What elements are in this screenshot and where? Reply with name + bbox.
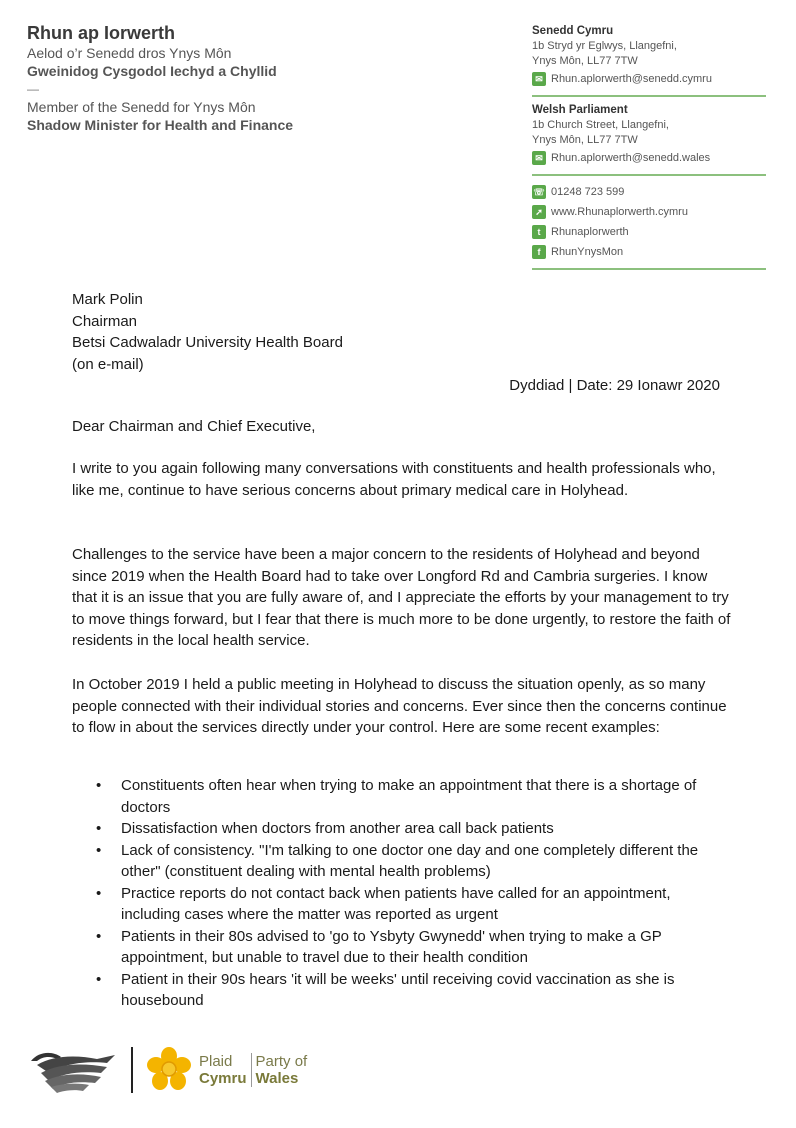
phone-icon: ☏ — [532, 185, 546, 199]
recipient-name: Mark Polin — [72, 291, 143, 308]
contact-block — [532, 24, 766, 276]
phone-row[interactable] — [532, 182, 766, 202]
en-email-row[interactable] — [532, 148, 766, 168]
cymru-word: Cymru — [199, 1070, 247, 1087]
paragraph: In October 2019 I held a public meeting in Holyhead to discuss the situation openly, as so many people connected with their individual stories and concerns. Ever since then the concerns continue to flow in about the services directly under your control. Here are some recent examples: — [72, 676, 727, 736]
twitter-icon: t — [532, 225, 546, 239]
twitter-row[interactable] — [532, 222, 766, 242]
english-title: Shadow Minister for Health and Finance — [27, 117, 294, 133]
wordmark-separator — [251, 1053, 252, 1087]
divider — [532, 174, 766, 176]
cy-email-row[interactable] — [532, 69, 766, 89]
wales-word: Wales — [255, 1070, 299, 1087]
paragraph: Challenges to the service have been a major concern to the residents of Holyhead and beyond since 2019 when the Health Board had to take over Longford Rd and Cambria surgeries. I know that it is an issue that you are fully aware of, and I appreciate the efforts by your management to try to move things forward, but I fear that there is much more to be done urgently, to restore the faith of residents in the local health service. — [72, 546, 731, 649]
list-item: • Patients in their 80s advised to 'go to Ysbyty Gwynedd' when trying to make a GP appointment, but unable to travel due to their health condition — [72, 926, 732, 969]
web-row[interactable] — [532, 202, 766, 222]
welsh-role: Aelod o’r Senedd dros Ynys Môn — [27, 45, 232, 61]
poppy-icon — [145, 1046, 193, 1094]
facebook-handle[interactable]: RhunYnysMon — [551, 246, 624, 258]
concerns-list — [72, 775, 732, 1012]
welsh-title: Gweinidog Cysgodol Iechyd a Chyllid — [27, 63, 277, 79]
cy-address-line2: Ynys Môn, LL77 7TW — [532, 55, 638, 67]
list-item: • Dissatisfaction when doctors from another area call back patients — [72, 818, 732, 840]
en-address-line1: 1b Church Street, Llangefni, — [532, 119, 669, 131]
cursor-icon: ➚ — [532, 205, 546, 219]
recipient-note: (on e-mail) — [72, 355, 144, 373]
en-org: Welsh Parliament — [532, 104, 628, 116]
header-dash: — — [27, 82, 39, 96]
recipient-title: Chairman — [72, 312, 138, 330]
list-item: • Practice reports do not contact back when patients have called for an appointment, including cases where the matter was reported as urgent — [72, 883, 732, 926]
sender-name: Rhun ap Iorwerth — [27, 23, 175, 43]
salutation: Dear Chairman and Chief Executive, — [72, 418, 316, 435]
paragraph: I write to you again following many conversations with constituents and health professionals who, like me, continue to have serious concerns about primary medical care in Holyhead. — [72, 460, 716, 499]
divider — [532, 95, 766, 97]
recipient-org: Betsi Cadwaladr University Health Board — [72, 334, 343, 351]
letterhead-sender — [27, 22, 293, 134]
plaid-word: Plaid — [199, 1053, 233, 1070]
divider — [532, 268, 766, 270]
twitter-handle[interactable]: Rhunaplorwerth — [551, 226, 629, 238]
website-link[interactable]: www.Rhunaplorwerth.cymru — [551, 206, 688, 218]
cy-email[interactable]: Rhun.aplorwerth@senedd.cymru — [551, 73, 712, 85]
footer-logos — [27, 1040, 307, 1100]
en-address-line2: Ynys Môn, LL77 7TW — [532, 134, 638, 146]
party-wordmark — [199, 1053, 307, 1087]
recipient-block — [72, 289, 732, 375]
email-icon: ✉ — [532, 151, 546, 165]
list-item: • Constituents often hear when trying to make an appointment that there is a shortage of doctors — [72, 775, 732, 818]
letter-date: Dyddiad | Date: 29 Ionawr 2020 — [509, 377, 720, 394]
senedd-dragon-logo — [27, 1045, 119, 1095]
cy-org: Senedd Cymru — [532, 25, 614, 37]
facebook-icon: f — [532, 245, 546, 259]
en-email[interactable]: Rhun.aplorwerth@senedd.wales — [551, 152, 711, 164]
phone-number[interactable]: 01248 723 599 — [551, 186, 625, 198]
english-role: Member of the Senedd for Ynys Môn — [27, 99, 256, 115]
facebook-row[interactable] — [532, 242, 766, 262]
logo-divider — [131, 1047, 133, 1093]
party-of-word: Party of — [255, 1053, 308, 1070]
email-icon: ✉ — [532, 72, 546, 86]
list-item: • Lack of consistency. "I'm talking to one doctor one day and one completely different the other" (constituent dealing with mental health problems) — [72, 840, 732, 883]
list-item: • Patient in their 90s hears 'it will be weeks' until receiving covid vaccination as she is housebound — [72, 969, 732, 1012]
cy-address-line1: 1b Stryd yr Eglwys, Llangefni, — [532, 40, 677, 52]
